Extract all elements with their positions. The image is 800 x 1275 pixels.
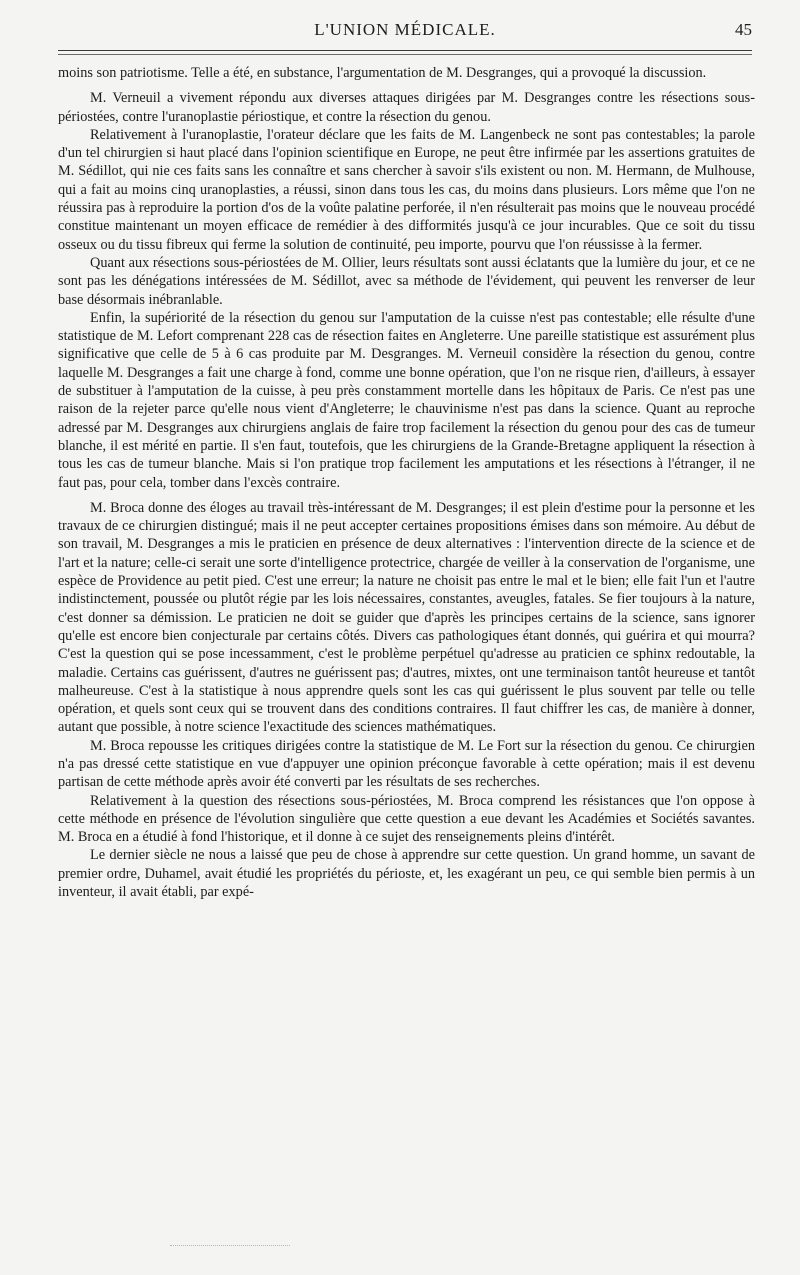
paragraph: Quant aux résections sous-périostées de M. Ollier, leurs résultats sont aussi éclatants que la lumière du jour, et ce ne sont pas les dénégations intéressées de M. Sédillot, avec sa méthode de l'évidement, qui peuvent les renverser de leur base désormais inébranlable. [58, 254, 755, 308]
paragraph: Enfin, la supériorité de la résection du genou sur l'amputation de la cuisse n'est pas contestable; elle résulte d'une statistique de M. Lefort comprenant 228 cas de résection faites en Angleterre. Une pareille statistique est assurément plus significative que celle de 5 à 6 cas produite par M. Desgranges. M. Verneuil considère la résection du genou, contre laquelle M. Desgranges a fait une charge à fond, comme une bonne opération, que l'on ne risque rien, d'ailleurs, à essayer de substituer à l'amputation de la cuisse, à peu près constamment mortelle dans les hôpitaux de Paris. Ce n'est pas une raison de la rejeter parce qu'elle nous vient d'Angleterre; le chauvinisme n'est pas dans la science. Quant au reproche adressé par M. Desgranges aux chirurgiens anglais de faire trop facilement la résection du genou pour des cas de tumeur blanche, il est mérité en partie. Il s'en faut, toutefois, que les chirurgiens de la Grande-Bretagne appliquent la résection à tous les cas de tumeur blanche. Mais si l'on pratique trop facilement les amputations et les résections à l'étranger, il ne faut pas, pour cela, tomber dans l'excès contraire. [58, 309, 755, 491]
page-smudge [170, 1245, 290, 1249]
body-text [58, 64, 755, 901]
paragraph: M. Broca donne des éloges au travail très-intéressant de M. Desgranges; il est plein d'estime pour la personne et les travaux de ce chirurgien distingué; mais il ne peut accepter certaines propositions émises dans son mémoire. Au début de son travail, M. Desgranges a mis le praticien en présence de deux alternatives : l'intervention directe de la science et de l'art et la nature; celle-ci serait une sorte d'intelligence protectrice, chargée de veiller à la conservation de l'organisme, une espèce de Providence au petit pied. C'est une erreur; la nature ne choisit pas entre le mal et le bien; elle fait l'un et l'autre indistinctement, poussée ou plutôt régie par les lois nécessaires, constantes, aveugles, fatales. Se fier toujours à la nature, c'est donner sa démission. Le praticien ne doit se guider que d'après les principes certains de la science, sans ignorer qu'elle est encore bien conjecturale par certains côtés. Divers cas pathologiques étant donnés, qui guérira et qui mourra? C'est la question qui se pose incessamment, c'est le problème perpétuel qu'adresse au praticien ce sphinx redoutable, la maladie. Certains cas guérissent, d'autres ne guérissent pas; d'autres, mixtes, ont une terminaison tantôt heureuse et tantôt malheureuse. C'est à la statistique à nous apprendre quels sont les cas qui guérissent le plus souvent par telle ou telle opération, et quels sont ceux qui se trouvent dans des conditions contraires. Il faut chiffrer les cas, de manière à donner, autant que possible, à notre science l'exactitude des sciences mathématiques. [58, 499, 755, 736]
paragraph: Le dernier siècle ne nous a laissé que peu de chose à apprendre sur cette question. Un grand homme, un savant de premier ordre, Duhamel, avait étudié les propriétés du périoste, et, les exagérant un peu, ce qui semble bien permis à un inventeur, il avait établi, par expé- [58, 847, 755, 901]
page-number: 45 [735, 20, 752, 39]
paragraph: M. Verneuil a vivement répondu aux diverses attaques dirigées par M. Desgranges contre les résections sous-périostées, contre l'uranoplastie périostique, et contre la résection du genou. [58, 90, 755, 125]
page-header [58, 18, 752, 48]
paragraph: Relativement à la question des résections sous-périostées, M. Broca comprend les résistances que l'on oppose à cette méthode en présence de l'évolution singulière que cette question a eue devant les Académies et Sociétés savantes. M. Broca en a étudié à fond l'historique, et il donne à ce sujet des renseignements pleins d'intérêt. [58, 792, 755, 846]
header-rule [58, 50, 752, 51]
paragraph: M. Broca repousse les critiques dirigées contre la statistique de M. Le Fort sur la résection du genou. Ce chirurgien n'a pas dressé cette statistique en vue d'appuyer une opinion préconçue favorable à cette opération; mais il est devenu partisan de cette méthode après avoir été converti par les résultats de ses recherches. [58, 737, 755, 791]
paragraph: moins son patriotisme. Telle a été, en substance, l'argumentation de M. Desgranges, qui a provoqué la discussion. [58, 65, 707, 81]
running-title: L'UNION MÉDICALE. [314, 20, 496, 39]
header-rule-thin [58, 54, 752, 55]
paragraph: Relativement à l'uranoplastie, l'orateur déclare que les faits de M. Langenbeck ne sont pas contestables; la parole d'un tel chirurgien si haut placé dans l'opinion scientifique en Europe, ne peut être infirmée par les assertions gratuites de M. Sédillot, qui nie ces faits sans les connaître et sans chercher à savoir s'ils existent ou non. M. Hermann, de Mulhouse, qui a fait au moins cinq uranoplasties, a réussi, sinon dans tous les cas, du moins dans plusieurs. Lors même que l'on ne réussira pas à reproduire la portion d'os de la voûte palatine perforée, il n'en résulterait pas moins que le nouveau procédé constitue maintenant un moyen efficace de remédier à des difformités jusqu'à ce jour incurables. Que ce soit du tissu osseux ou du tissu fibreux qui ferme la solution de continuité, peu importe, pourvu que l'on réussisse à la fermer. [58, 126, 755, 253]
